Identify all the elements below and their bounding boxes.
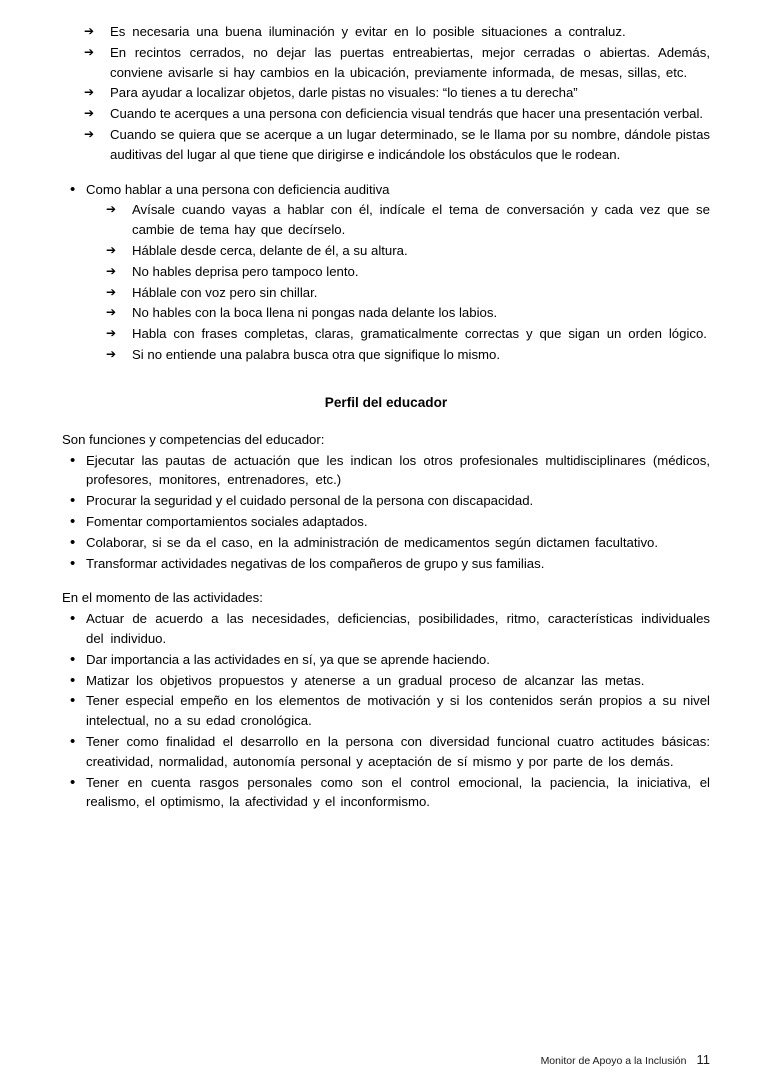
list-item bbox=[62, 554, 710, 574]
list-item-text: Cuando te acerques a una persona con deficiencia visual tendrás que hacer una presentación verbal. bbox=[110, 106, 704, 122]
arrow-bullet-icon: ➔ bbox=[84, 44, 95, 59]
list-item bbox=[86, 283, 710, 303]
list-item bbox=[62, 609, 710, 649]
dot-bullet-icon: • bbox=[70, 554, 76, 572]
list-item bbox=[62, 83, 710, 103]
list-item-text: Háblale con voz pero sin chillar. bbox=[132, 284, 318, 300]
list-item-text: Tener como finalidad el desarrollo en la persona con diversidad funcional cuatro actitudes básicas: creatividad, normalidad, autonomía personal y aceptación de sí mismo y por parte de los demás. bbox=[86, 733, 710, 769]
list-item-text: Matizar los objetivos propuestos y atenerse a un gradual proceso de alcanzar las metas. bbox=[86, 672, 645, 688]
list-item-text: Fomentar comportamientos sociales adaptados. bbox=[86, 513, 368, 529]
list-item bbox=[62, 732, 710, 772]
list-item-text: Procurar la seguridad y el cuidado personal de la persona con discapacidad. bbox=[86, 493, 534, 509]
arrow-bullet-icon: ➔ bbox=[106, 346, 117, 361]
list-item-text: Cuando se quiera que se acerque a un lugar determinado, se le llama por su nombre, dándole pistas auditivas del lugar al que tiene que dirigirse e indicándole los obstáculos que le rodean. bbox=[110, 126, 710, 162]
dot-bullet-icon: • bbox=[70, 732, 76, 750]
list-item bbox=[86, 345, 710, 365]
arrow-bullet-icon: ➔ bbox=[84, 24, 95, 38]
auditiva-section bbox=[62, 180, 710, 365]
list-item bbox=[62, 512, 710, 532]
list-item bbox=[62, 650, 710, 670]
list-item bbox=[86, 200, 710, 240]
arrow-bullet-icon: ➔ bbox=[84, 85, 95, 100]
dot-bullet-icon: • bbox=[70, 610, 76, 628]
list-item-text: Colaborar, si se da el caso, en la administración de medicamentos según dictamen facultativo. bbox=[86, 534, 659, 550]
footer-text: Monitor de Apoyo a la Inclusión bbox=[540, 1055, 687, 1067]
arrow-bullet-icon: ➔ bbox=[106, 263, 117, 278]
dot-bullet-icon: • bbox=[70, 451, 76, 469]
list-item-text: Para ayudar a localizar objetos, darle pistas no visuales: “lo tienes a tu derecha” bbox=[110, 85, 578, 101]
dot-bullet-icon: • bbox=[70, 671, 76, 689]
list-item bbox=[62, 691, 710, 731]
list-item bbox=[62, 671, 710, 691]
list-item bbox=[62, 43, 710, 83]
list-item-text: No hables deprisa pero tampoco lento. bbox=[132, 263, 359, 279]
list-item-text: Háblale desde cerca, delante de él, a su altura. bbox=[132, 242, 408, 258]
arrow-bullet-icon: ➔ bbox=[106, 284, 117, 299]
list-item-text: Actuar de acuerdo a las necesidades, deficiencias, posibilidades, ritmo, características individuales del individuo. bbox=[86, 611, 710, 646]
list-item-text: Dar importancia a las actividades en sí, ya que se aprende haciendo. bbox=[86, 651, 490, 667]
list-item bbox=[62, 180, 710, 365]
list-item-text: Tener en cuenta rasgos personales como son el control emocional, la paciencia, la iniciativa, el realismo, el optimismo, la afectividad y el inconformismo. bbox=[86, 774, 710, 810]
list-item-text: Habla con frases completas, claras, gramaticalmente correctas y que sigan un orden lógico. bbox=[132, 326, 707, 342]
section-title: Perfil del educador bbox=[324, 394, 448, 410]
dot-bullet-icon: • bbox=[70, 692, 76, 710]
spacer bbox=[62, 166, 710, 180]
list-item-text: Es necesaria una buena iluminación y evitar en lo posible situaciones a contraluz. bbox=[110, 24, 626, 39]
funciones-lead: Son funciones y competencias del educador: bbox=[62, 431, 325, 447]
list-item-text: No hables con la boca llena ni pongas nada delante los labios. bbox=[132, 305, 498, 321]
list-item bbox=[62, 491, 710, 511]
dot-bullet-icon: • bbox=[70, 180, 76, 198]
list-item-text: Ejecutar las pautas de actuación que les indican los otros profesionales multidisciplinares (médicos, profesores, monitores, entrenadores, etc.) bbox=[86, 452, 710, 488]
actividades-lead: En el momento de las actividades: bbox=[62, 590, 263, 606]
arrow-bullet-icon: ➔ bbox=[106, 305, 117, 320]
list-item bbox=[62, 22, 710, 42]
list-item-text: Avísale cuando vayas a hablar con él, indícale el tema de conversación y cada vez que se cambie de tema hay que decírselo. bbox=[132, 202, 710, 238]
arrow-bullet-icon: ➔ bbox=[84, 126, 95, 141]
list-item bbox=[62, 773, 710, 813]
list-item bbox=[86, 303, 710, 323]
auditiva-list bbox=[86, 200, 710, 364]
list-item-text: Si no entiende una palabra busca otra que signifique lo mismo. bbox=[132, 346, 501, 362]
page-number: 11 bbox=[696, 1052, 710, 1067]
page-footer bbox=[62, 1052, 710, 1067]
dot-bullet-icon: • bbox=[70, 492, 76, 510]
funciones-list bbox=[62, 451, 710, 574]
spacer bbox=[62, 574, 710, 588]
arrow-bullet-icon: ➔ bbox=[106, 202, 117, 217]
dot-bullet-icon: • bbox=[70, 773, 76, 791]
list-item bbox=[62, 104, 710, 124]
list-item-text: Tener especial empeño en los elementos de motivación y si los contenidos serán propios a su nivel intelectual, no a su edad cronológica. bbox=[86, 693, 710, 729]
actividades-list bbox=[62, 609, 710, 812]
arrow-bullet-icon: ➔ bbox=[106, 242, 117, 257]
dot-bullet-icon: • bbox=[70, 533, 76, 551]
list-item bbox=[62, 451, 710, 491]
list-item bbox=[62, 125, 710, 165]
arrow-bullet-icon: ➔ bbox=[84, 106, 95, 121]
dot-bullet-icon: • bbox=[70, 512, 76, 530]
visual-tips-list bbox=[62, 22, 710, 165]
list-item-text: Transformar actividades negativas de los compañeros de grupo y sus familias. bbox=[86, 555, 545, 571]
list-item-text: En recintos cerrados, no dejar las puertas entreabiertas, mejor cerradas o abiertas. Además, conviene avisarle si hay cambios en la ubicación, previamente informada, de mesas, sillas, etc. bbox=[110, 44, 710, 80]
list-item bbox=[62, 533, 710, 553]
list-item bbox=[86, 262, 710, 282]
dot-bullet-icon: • bbox=[70, 650, 76, 668]
list-item bbox=[86, 241, 710, 261]
auditiva-heading: Como hablar a una persona con deficiencia auditiva bbox=[86, 181, 390, 197]
arrow-bullet-icon: ➔ bbox=[106, 326, 117, 341]
list-item bbox=[86, 324, 710, 344]
